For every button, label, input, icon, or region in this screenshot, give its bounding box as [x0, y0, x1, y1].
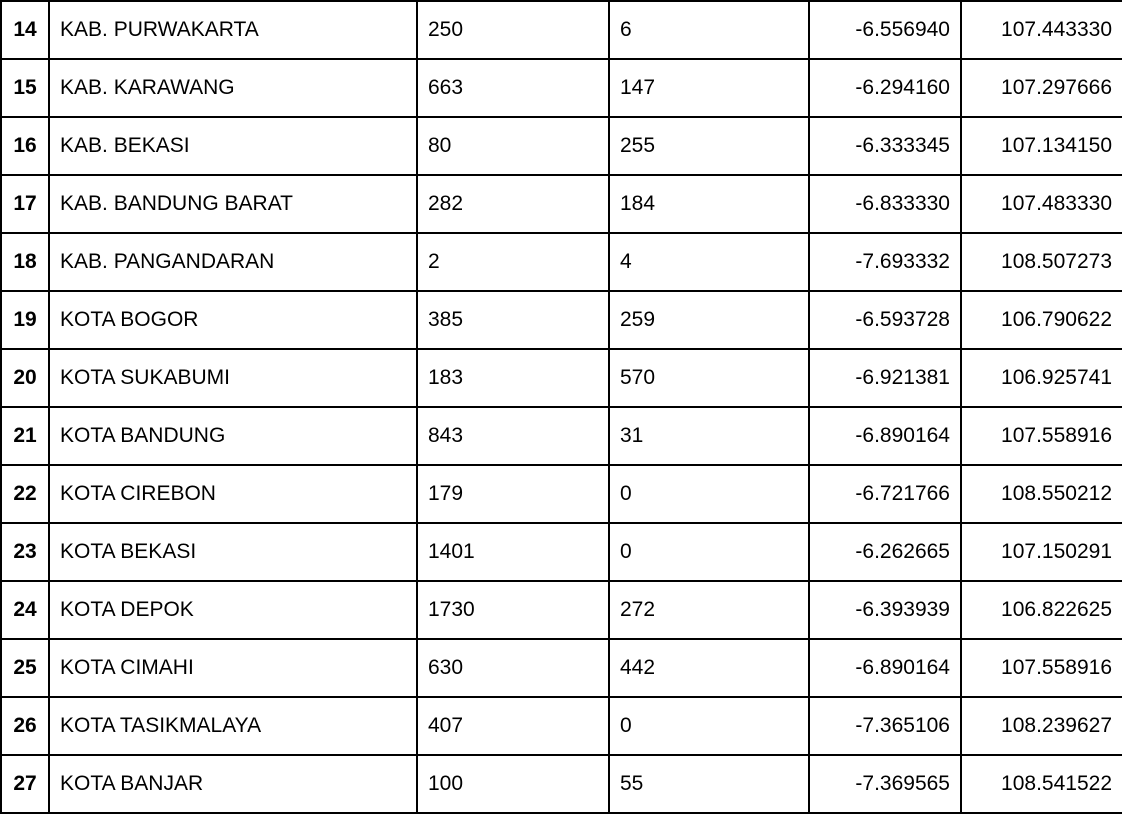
- latitude-cell: -6.294160: [809, 59, 961, 117]
- value-two-cell: 4: [609, 233, 809, 291]
- row-number-cell: 21: [1, 407, 49, 465]
- value-two-cell: 55: [609, 755, 809, 813]
- latitude-cell: -6.833330: [809, 175, 961, 233]
- table-row: [1, 407, 1122, 465]
- longitude-cell: 106.925741: [961, 349, 1122, 407]
- row-number-cell: 23: [1, 523, 49, 581]
- table-row: [1, 349, 1122, 407]
- table-row: [1, 465, 1122, 523]
- table-row: [1, 59, 1122, 117]
- value-two-cell: 442: [609, 639, 809, 697]
- row-number-cell: 27: [1, 755, 49, 813]
- latitude-cell: -7.369565: [809, 755, 961, 813]
- value-two-cell: 31: [609, 407, 809, 465]
- value-two-cell: 259: [609, 291, 809, 349]
- table-row: [1, 755, 1122, 813]
- region-name-cell: KAB. KARAWANG: [49, 59, 417, 117]
- longitude-cell: 108.507273: [961, 233, 1122, 291]
- latitude-cell: -7.365106: [809, 697, 961, 755]
- row-number-cell: 15: [1, 59, 49, 117]
- longitude-cell: 108.239627: [961, 697, 1122, 755]
- table-row: [1, 639, 1122, 697]
- longitude-cell: 107.483330: [961, 175, 1122, 233]
- value-one-cell: 282: [417, 175, 609, 233]
- value-one-cell: 2: [417, 233, 609, 291]
- table-row: [1, 581, 1122, 639]
- latitude-cell: -7.693332: [809, 233, 961, 291]
- value-one-cell: 663: [417, 59, 609, 117]
- latitude-cell: -6.890164: [809, 639, 961, 697]
- row-number-cell: 16: [1, 117, 49, 175]
- row-number-cell: 18: [1, 233, 49, 291]
- longitude-cell: 107.443330: [961, 1, 1122, 59]
- row-number-cell: 24: [1, 581, 49, 639]
- latitude-cell: -6.721766: [809, 465, 961, 523]
- latitude-cell: -6.556940: [809, 1, 961, 59]
- table-row: [1, 233, 1122, 291]
- value-two-cell: 6: [609, 1, 809, 59]
- longitude-cell: 106.822625: [961, 581, 1122, 639]
- table-row: [1, 1, 1122, 59]
- longitude-cell: 107.297666: [961, 59, 1122, 117]
- region-name-cell: KOTA BANDUNG: [49, 407, 417, 465]
- row-number-cell: 19: [1, 291, 49, 349]
- value-one-cell: 630: [417, 639, 609, 697]
- region-name-cell: KOTA SUKABUMI: [49, 349, 417, 407]
- region-name-cell: KOTA DEPOK: [49, 581, 417, 639]
- latitude-cell: -6.890164: [809, 407, 961, 465]
- row-number-cell: 22: [1, 465, 49, 523]
- table-row: [1, 523, 1122, 581]
- value-one-cell: 179: [417, 465, 609, 523]
- region-name-cell: KAB. PANGANDARAN: [49, 233, 417, 291]
- latitude-cell: -6.921381: [809, 349, 961, 407]
- value-two-cell: 0: [609, 523, 809, 581]
- row-number-cell: 17: [1, 175, 49, 233]
- value-one-cell: 100: [417, 755, 609, 813]
- value-one-cell: 1401: [417, 523, 609, 581]
- region-name-cell: KAB. BANDUNG BARAT: [49, 175, 417, 233]
- latitude-cell: -6.593728: [809, 291, 961, 349]
- region-name-cell: KOTA CIREBON: [49, 465, 417, 523]
- region-name-cell: KOTA BOGOR: [49, 291, 417, 349]
- longitude-cell: 108.541522: [961, 755, 1122, 813]
- value-one-cell: 250: [417, 1, 609, 59]
- value-two-cell: 272: [609, 581, 809, 639]
- latitude-cell: -6.262665: [809, 523, 961, 581]
- longitude-cell: 106.790622: [961, 291, 1122, 349]
- value-two-cell: 184: [609, 175, 809, 233]
- row-number-cell: 25: [1, 639, 49, 697]
- value-one-cell: 843: [417, 407, 609, 465]
- row-number-cell: 20: [1, 349, 49, 407]
- region-name-cell: KAB. BEKASI: [49, 117, 417, 175]
- region-name-cell: KOTA CIMAHI: [49, 639, 417, 697]
- region-name-cell: KAB. PURWAKARTA: [49, 1, 417, 59]
- table-row: [1, 175, 1122, 233]
- longitude-cell: 107.558916: [961, 639, 1122, 697]
- value-one-cell: 407: [417, 697, 609, 755]
- longitude-cell: 107.558916: [961, 407, 1122, 465]
- latitude-cell: -6.333345: [809, 117, 961, 175]
- value-one-cell: 385: [417, 291, 609, 349]
- region-name-cell: KOTA BANJAR: [49, 755, 417, 813]
- value-two-cell: 0: [609, 697, 809, 755]
- latitude-cell: -6.393939: [809, 581, 961, 639]
- value-one-cell: 183: [417, 349, 609, 407]
- longitude-cell: 107.134150: [961, 117, 1122, 175]
- value-two-cell: 570: [609, 349, 809, 407]
- value-one-cell: 80: [417, 117, 609, 175]
- row-number-cell: 14: [1, 1, 49, 59]
- table-row: [1, 291, 1122, 349]
- value-two-cell: 147: [609, 59, 809, 117]
- region-name-cell: KOTA BEKASI: [49, 523, 417, 581]
- value-two-cell: 0: [609, 465, 809, 523]
- table-row: [1, 697, 1122, 755]
- longitude-cell: 107.150291: [961, 523, 1122, 581]
- region-name-cell: KOTA TASIKMALAYA: [49, 697, 417, 755]
- longitude-cell: 108.550212: [961, 465, 1122, 523]
- value-one-cell: 1730: [417, 581, 609, 639]
- row-number-cell: 26: [1, 697, 49, 755]
- value-two-cell: 255: [609, 117, 809, 175]
- table-row: [1, 117, 1122, 175]
